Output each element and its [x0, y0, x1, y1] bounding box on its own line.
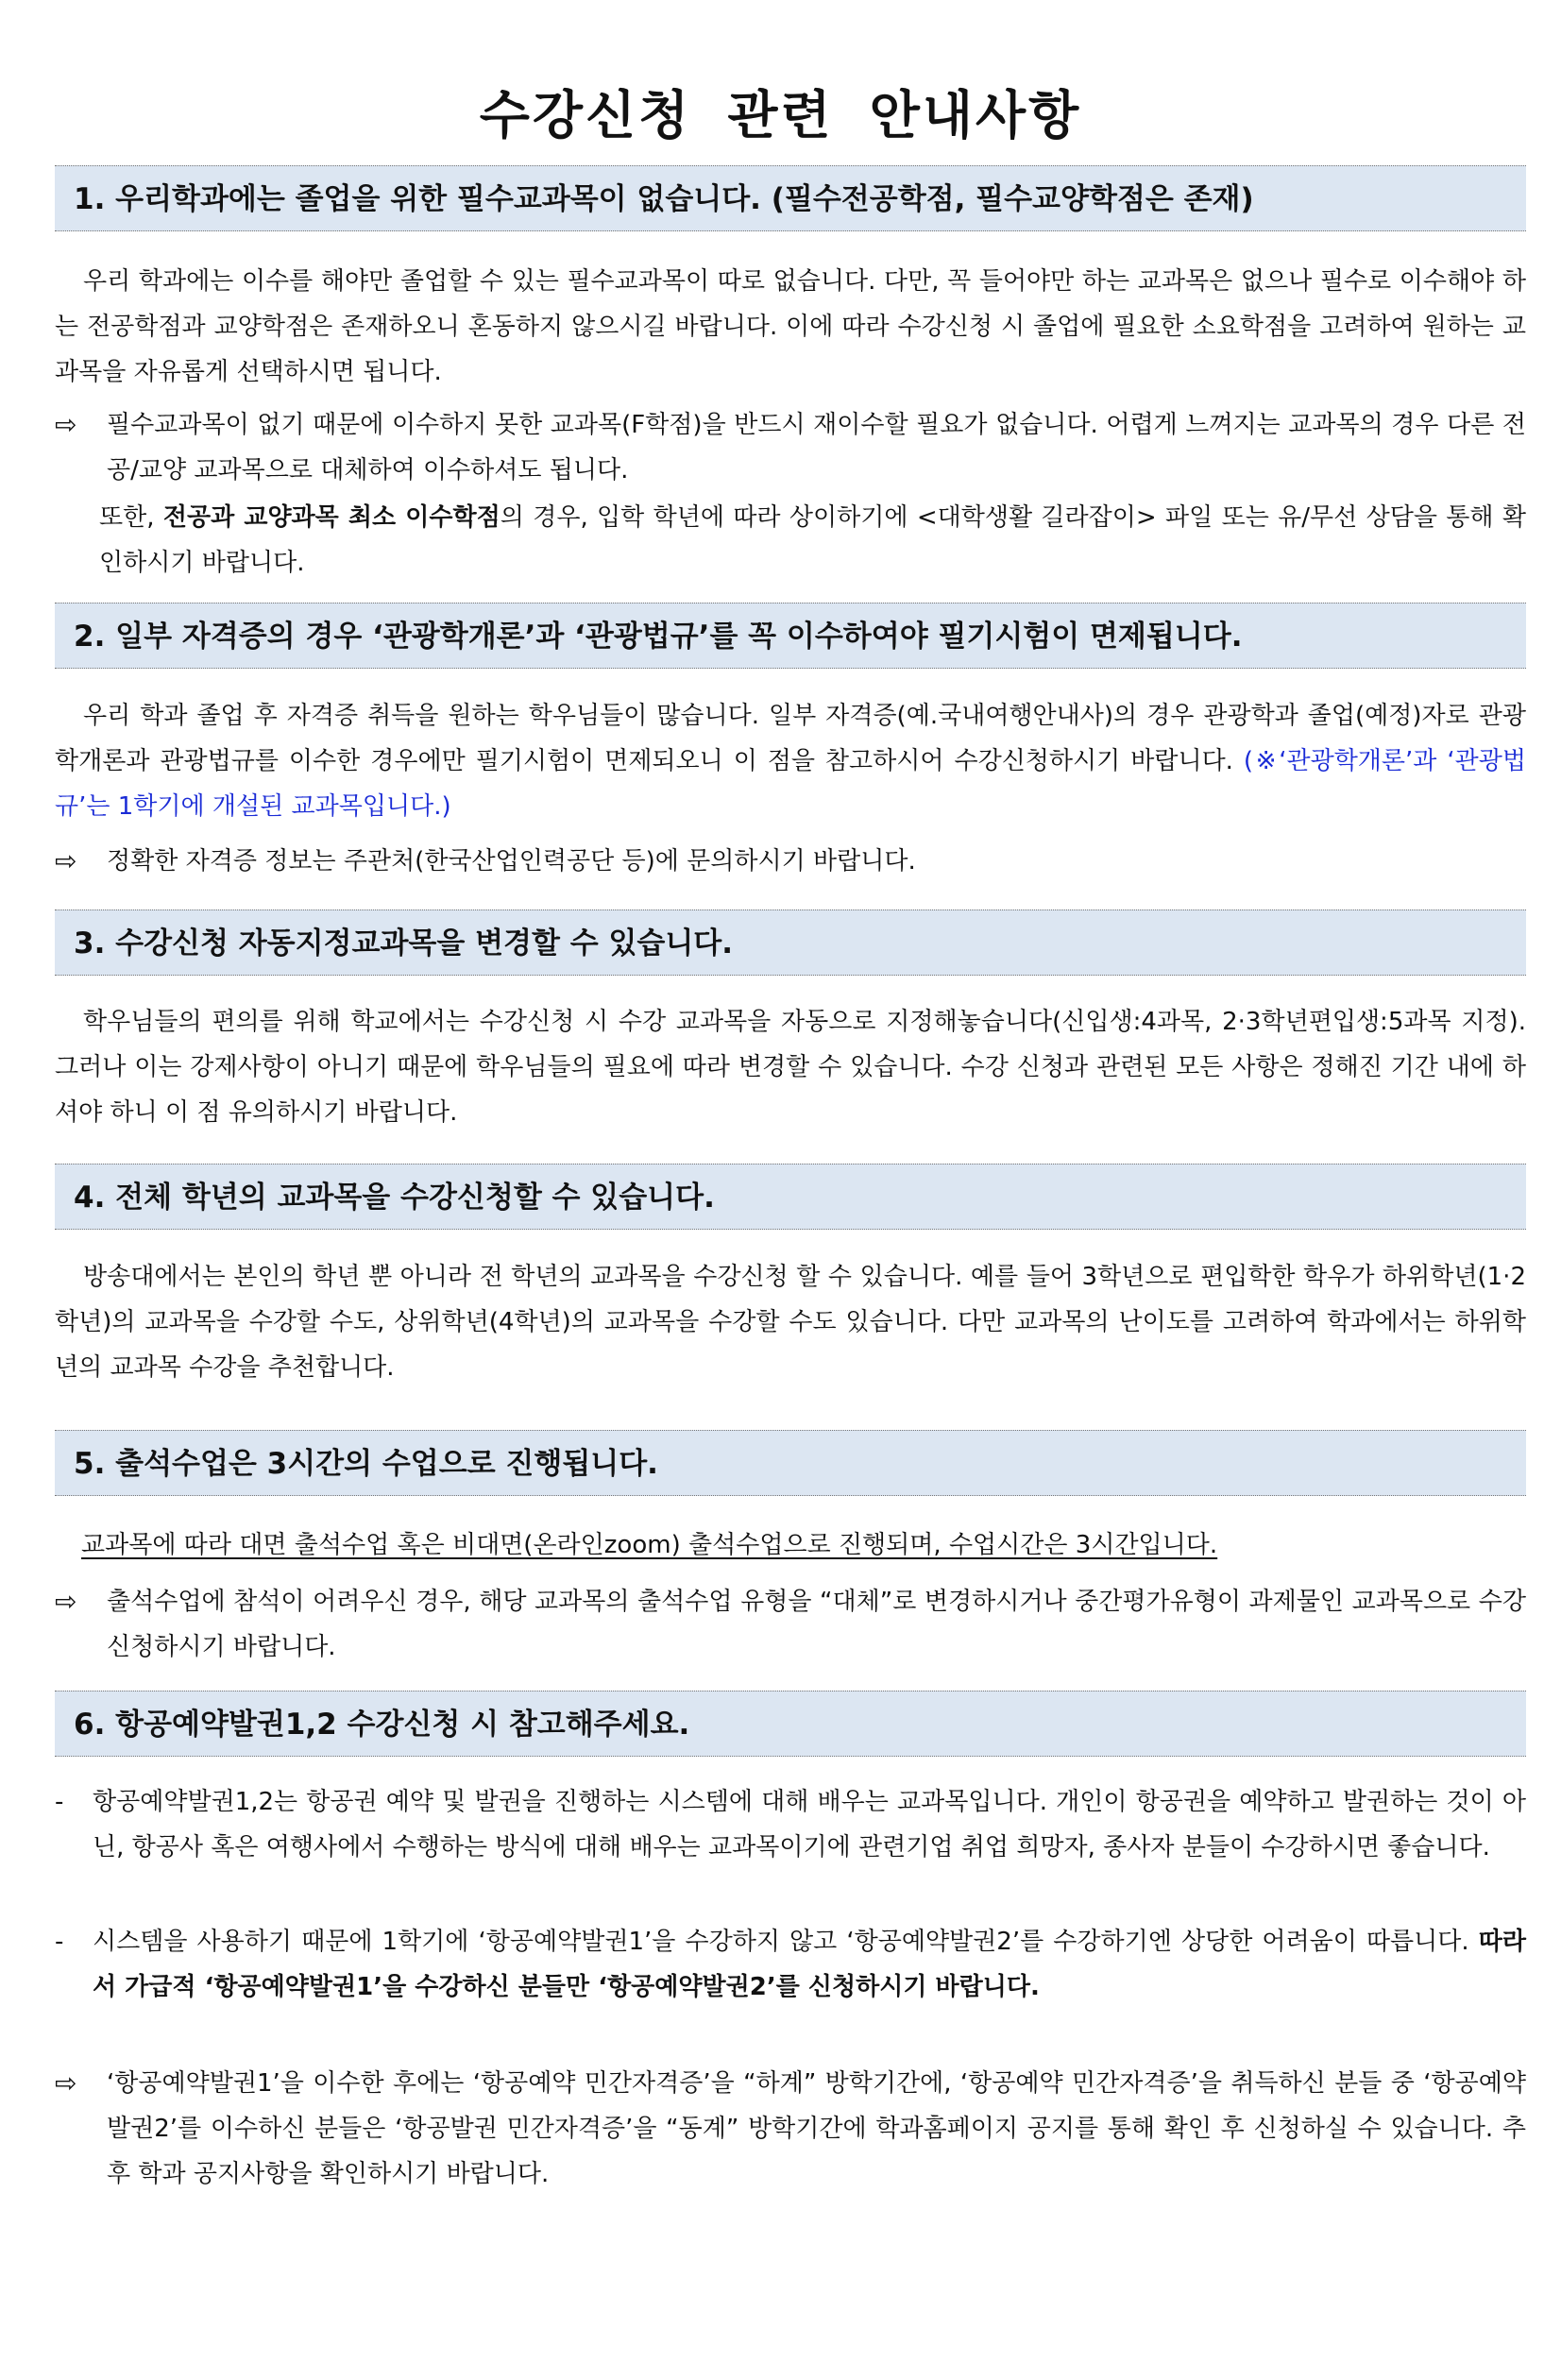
- section-2-note-text: 정확한 자격증 정보는 주관처(한국산업인력공단 등)에 문의하시기 바랍니다.: [107, 847, 916, 876]
- section-6-heading: 6. 항공예약발권1,2 수강신청 시 참고해주세요.: [55, 1691, 1526, 1757]
- section-3-body: 학우님들의 편의를 위해 학교에서는 수강신청 시 수강 교과목을 자동으로 지정해놓습니다(신입생:4과목, 2·3학년편입생:5과목 지정). 그러나 이는 강제사항이 아니기 때문에 학우님들의 필요에 따라 변경할 수 있습니다. 수강 신청과 관련된 모든 사항은 정해진 기간 내에 하셔야 하니 이 점 유의하시기 바랍니다.: [55, 1008, 1526, 1127]
- section-1-extra-post: 의 경우, 입학 학년에 따라 상이하기에 <대학생활 길라잡이> 파일 또는 유/무선 상담을 통해 확인하시기 바랍니다.: [99, 503, 1526, 577]
- section-6-item-1: [55, 1779, 1526, 1870]
- section-6-item-2-bold: 따라서 가급적 ‘항공예약발권1’을 수강하신 분들만 ‘항공예약발권2’를 신청하시기 바랍니다.: [93, 1928, 1526, 2001]
- section-1-extra-pre: 또한,: [99, 503, 163, 532]
- section-1-heading: 1. 우리학과에는 졸업을 위한 필수교과목이 없습니다. (필수전공학점, 필수교양학점은 존재): [55, 165, 1526, 231]
- arrow-icon: ⇨: [55, 1586, 77, 1617]
- section-2-body: [55, 693, 1526, 829]
- section-4-body: 방송대에서는 본인의 학년 뿐 아니라 전 학년의 교과목을 수강신청 할 수 있습니다. 예를 들어 3학년으로 편입학한 학우가 하위학년(1·2학년)의 교과목을 수강할 수도, 상위학년(4학년)의 교과목을 수강할 수도 있습니다. 다만 교과목의 난이도를 고려하여 학과에서는 하위학년의 교과목 수강을 추천합니다.: [55, 1263, 1526, 1382]
- section-4-heading: 4. 전체 학년의 교과목을 수강신청할 수 있습니다.: [55, 1164, 1526, 1230]
- section-6-item-2: [55, 1919, 1526, 2010]
- dash-bullet: -: [55, 1928, 64, 1956]
- section-2-body-text: 우리 학과 졸업 후 자격증 취득을 원하는 학우님들이 많습니다. 일부 자격증(예.국내여행안내사)의 경우 관광학과 졸업(예정)자로 관광학개론과 관광법규를 이수한 경우에만 필기시험이 면제되오니 이 점을 참고하시어 수강신청하시기 바랍니다.: [55, 702, 1526, 775]
- arrow-icon: ⇨: [55, 845, 77, 876]
- section-2-note: [55, 839, 1526, 884]
- section-1-note-text: 필수교과목이 없기 때문에 이수하지 못한 교과목(F학점)을 반드시 재이수할 필요가 없습니다. 어렵게 느껴지는 교과목의 경우 다른 전공/교양 교과목으로 대체하여 이수하셔도 됩니다.: [107, 411, 1526, 484]
- section-1-body: 우리 학과에는 이수를 해야만 졸업할 수 있는 필수교과목이 따로 없습니다. 다만, 꼭 들어야만 하는 교과목은 없으나 필수로 이수해야 하는 전공학점과 교양학점은 존재하오니 혼동하지 않으시길 바랍니다. 이에 따라 수강신청 시 졸업에 필요한 소요학점을 고려하여 원하는 교과목을 자유롭게 선택하시면 됩니다.: [55, 267, 1526, 386]
- arrow-icon: ⇨: [55, 409, 77, 440]
- section-5-body: [55, 1522, 1526, 1568]
- dash-bullet: -: [55, 1788, 64, 1816]
- section-6-item-1-text: 항공예약발권1,2는 항공권 예약 및 발권을 진행하는 시스템에 대해 배우는 교과목입니다. 개인이 항공권을 예약하고 발권하는 것이 아닌, 항공사 혹은 여행사에서 수행하는 방식에 대해 배우는 교과목이기에 관련기업 취업 희망자, 종사자 분들이 수강하시면 좋습니다.: [93, 1788, 1526, 1862]
- section-5-body-text: 교과목에 따라 대면 출석수업 혹은 비대면(온라인zoom) 출석수업으로 진행되며, 수업시간은 3시간입니다.: [81, 1531, 1218, 1559]
- section-5-heading: 5. 출석수업은 3시간의 수업으로 진행됩니다.: [55, 1430, 1526, 1496]
- section-1-note: [55, 402, 1526, 493]
- section-2-heading: 2. 일부 자격증의 경우 ‘관광학개론’과 ‘관광법규’를 꼭 이수하여야 필기시험이 면제됩니다.: [55, 603, 1526, 669]
- section-5-note: [55, 1579, 1526, 1670]
- section-6-note-text: ‘항공예약발권1’을 이수한 후에는 ‘항공예약 민간자격증’을 “하계” 방학기간에, ‘항공예약 민간자격증’을 취득하신 분들 중 ‘항공예약발권2’를 이수하신 분들은 ‘항공발권 민간자격증’을 “동계” 방학기간에 학과홈페이지 공지를 통해 확인 후 신청하실 수 있습니다. 추후 학과 공지사항을 확인하시기 바랍니다.: [107, 2069, 1526, 2188]
- section-6-item-2-text: 시스템을 사용하기 때문에 1학기에 ‘항공예약발권1’을 수강하지 않고 ‘항공예약발권2’를 수강하기엔 상당한 어려움이 따릅니다.: [93, 1928, 1479, 1956]
- section-1-extra-bold: 전공과 교양과목 최소 이수학점: [162, 503, 501, 532]
- section-1-extra: [99, 495, 1526, 586]
- section-2-body-note: (※‘관광학개론’과 ‘관광법규’는 1학기에 개설된 교과목입니다.): [55, 747, 1526, 821]
- section-3-heading: 3. 수강신청 자동지정교과목을 변경할 수 있습니다.: [55, 910, 1526, 976]
- section-6-note: [55, 2061, 1526, 2197]
- section-5-note-text: 출석수업에 참석이 어려우신 경우, 해당 교과목의 출석수업 유형을 “대체”로 변경하시거나 중간평가유형이 과제물인 교과목으로 수강신청하시기 바랍니다.: [107, 1588, 1526, 1661]
- page-title: 수강신청 관련 안내사항: [479, 85, 1082, 145]
- arrow-icon: ⇨: [55, 2067, 77, 2099]
